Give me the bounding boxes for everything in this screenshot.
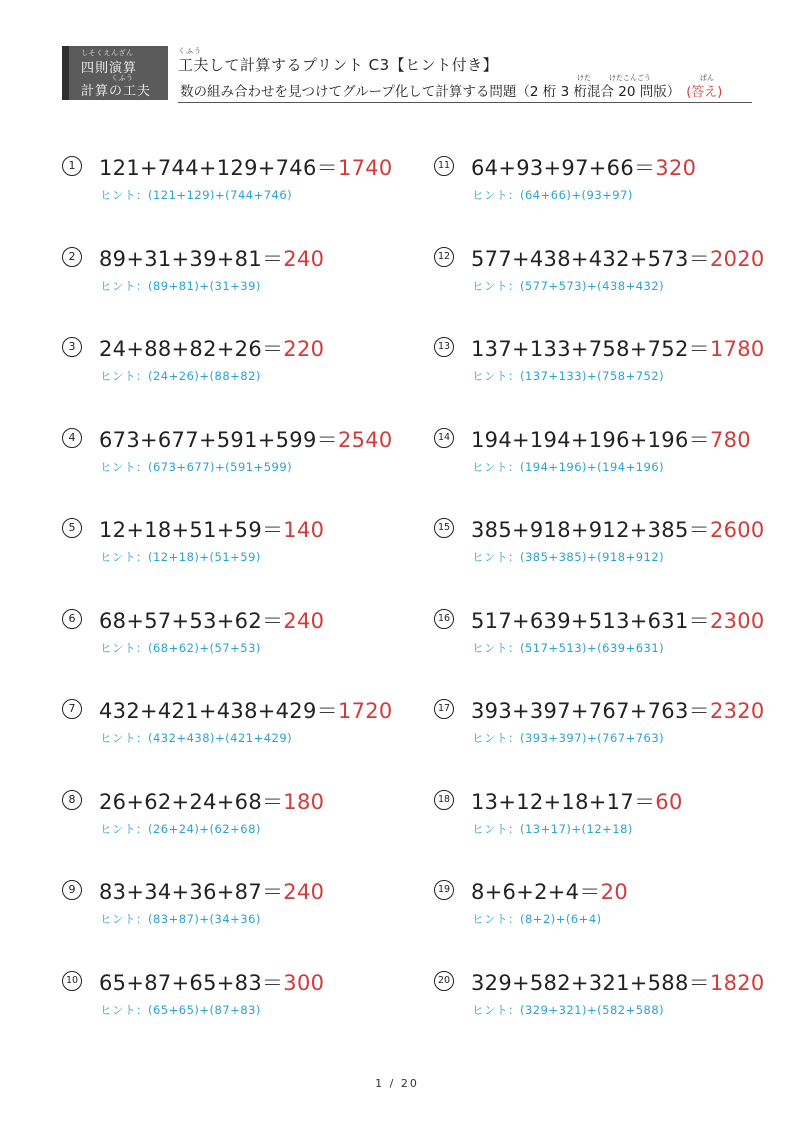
badge-ruby-top: しそくえんざん <box>81 49 134 57</box>
problem-expression <box>471 424 751 454</box>
problem-expression <box>99 605 324 635</box>
problem-expression <box>99 786 324 816</box>
problem-number: 19 <box>434 880 454 900</box>
hint-text: ヒント：(26+24)+(62+68) <box>100 821 261 836</box>
problem-number: 6 <box>62 609 82 629</box>
expression-text: 385+918+912+385 <box>471 518 689 542</box>
category-badge <box>62 46 168 100</box>
problem-column-left <box>62 150 402 1055</box>
equals-sign: ＝ <box>633 789 656 814</box>
equals-sign: ＝ <box>688 337 710 361</box>
problem-number: 14 <box>434 428 454 448</box>
equals-sign: ＝ <box>688 699 710 723</box>
problem-item <box>62 150 402 241</box>
expression-text: 673+677+591+599 <box>99 427 317 452</box>
problem-expression <box>471 243 765 273</box>
problem-item <box>434 784 774 875</box>
hint-text: ヒント：(89+81)+(31+39) <box>100 278 261 293</box>
expression-text: 432+421+438+429 <box>99 699 317 723</box>
answer-value: 1780 <box>709 337 765 361</box>
problem-item <box>62 331 402 422</box>
problem-item <box>62 874 402 965</box>
equals-sign: ＝ <box>261 518 284 542</box>
problem-item <box>434 331 774 422</box>
expression-text: 65+87+65+83 <box>99 970 262 995</box>
problem-expression <box>471 514 765 544</box>
answer-value: 2540 <box>337 427 393 452</box>
expression-text: 89+31+39+81 <box>99 246 262 271</box>
answer-value: 1740 <box>337 156 393 180</box>
problem-expression <box>99 424 393 454</box>
problem-expression <box>99 152 393 182</box>
expression-text: 64+93+97+66 <box>471 156 634 180</box>
equals-sign: ＝ <box>633 156 656 180</box>
problem-item <box>62 603 402 694</box>
problem-expression <box>99 514 324 544</box>
equals-sign: ＝ <box>316 156 338 180</box>
answer-value: 240 <box>283 246 325 271</box>
problem-number: 13 <box>434 337 454 357</box>
answer-value: 140 <box>283 518 325 542</box>
problem-item <box>434 603 774 694</box>
hint-text: ヒント：(673+677)+(591+599) <box>100 459 293 474</box>
answer-value: 320 <box>655 156 697 180</box>
problem-expression <box>471 333 765 363</box>
hint-text: ヒント：(393+397)+(767+763) <box>472 731 665 745</box>
problem-expression <box>471 967 765 997</box>
expression-text: 8+6+2+4 <box>471 880 580 904</box>
problem-item <box>62 422 402 513</box>
problem-item <box>62 241 402 332</box>
problem-expression <box>99 967 324 997</box>
problem-item <box>434 241 774 332</box>
equals-sign: ＝ <box>688 608 710 633</box>
answer-value: 2020 <box>709 246 765 271</box>
hint-text: ヒント：(121+129)+(744+746) <box>100 188 293 202</box>
answer-value: 60 <box>655 789 683 814</box>
title-ruby: くふう <box>178 47 202 55</box>
problem-number: 1 <box>62 156 82 176</box>
problem-number: 8 <box>62 790 82 810</box>
expression-text: 329+582+321+588 <box>471 970 689 995</box>
expression-text: 517+639+513+631 <box>471 608 689 633</box>
expression-text: 12+18+51+59 <box>99 518 262 542</box>
answer-value: 220 <box>283 337 325 361</box>
hint-text: ヒント：(577+573)+(438+432) <box>472 278 665 293</box>
subtitle-ruby-3: ばん <box>700 74 714 82</box>
problem-expression <box>99 876 324 906</box>
page-title: 工夫して計算するプリント C3【ヒント付き】 <box>178 56 499 74</box>
problem-number: 15 <box>434 518 454 538</box>
hint-text: ヒント：(194+196)+(194+196) <box>472 459 665 474</box>
problem-expression <box>471 695 765 725</box>
title-block <box>178 46 752 102</box>
hint-text: ヒント：(64+66)+(93+97) <box>472 188 633 202</box>
badge-line-1: 四則演算 <box>81 61 138 76</box>
equals-sign: ＝ <box>261 337 284 361</box>
hint-text: ヒント：(385+385)+(918+912) <box>472 550 665 564</box>
answer-value: 1720 <box>337 699 393 723</box>
problem-item <box>434 965 774 1056</box>
expression-text: 83+34+36+87 <box>99 880 262 904</box>
answer-value: 240 <box>283 608 325 633</box>
badge-line-2: 計算の工夫 <box>81 84 152 99</box>
subtitle-ruby-1: けた <box>577 74 591 82</box>
header-rule <box>178 102 752 103</box>
hint-text: ヒント：(12+18)+(51+59) <box>100 550 261 564</box>
problem-number: 11 <box>434 156 454 176</box>
subtitle-ruby-2: けたこんごう <box>609 74 651 82</box>
hint-text: ヒント：(68+62)+(57+53) <box>100 640 261 655</box>
expression-text: 24+88+82+26 <box>99 337 262 361</box>
expression-text: 121+744+129+746 <box>99 156 317 180</box>
equals-sign: ＝ <box>261 880 284 904</box>
hint-text: ヒント：(24+26)+(88+82) <box>100 369 261 383</box>
problem-column-right <box>434 150 774 1055</box>
problem-item <box>434 874 774 965</box>
equals-sign: ＝ <box>316 699 338 723</box>
equals-sign: ＝ <box>261 970 284 995</box>
expression-text: 137+133+758+752 <box>471 337 689 361</box>
problem-number: 10 <box>62 971 82 991</box>
answer-value: 20 <box>600 880 628 904</box>
hint-text: ヒント：(13+17)+(12+18) <box>472 821 633 836</box>
equals-sign: ＝ <box>261 789 284 814</box>
answer-value: 240 <box>283 880 325 904</box>
hint-text: ヒント：(432+438)+(421+429) <box>100 731 293 745</box>
subtitle-text: 数の組み合わせを見つけてグループ化して計算する問題（2 桁 3 桁混合 20 問版） <box>180 84 681 100</box>
expression-text: 26+62+24+68 <box>99 789 262 814</box>
answer-value: 180 <box>283 789 325 814</box>
answer-tag: (答え) <box>686 85 723 100</box>
problem-expression <box>99 695 393 725</box>
page-header <box>62 46 752 102</box>
page-number: 1 / 20 <box>375 1077 419 1090</box>
problem-number: 4 <box>62 428 82 448</box>
problem-expression <box>471 152 696 182</box>
problem-number: 20 <box>434 971 454 991</box>
problem-number: 3 <box>62 337 82 357</box>
equals-sign: ＝ <box>688 518 710 542</box>
hint-text: ヒント：(65+65)+(87+83) <box>100 1002 261 1017</box>
expression-text: 393+397+767+763 <box>471 699 689 723</box>
badge-ruby-bottom: くふう <box>111 74 134 82</box>
equals-sign: ＝ <box>316 427 338 452</box>
equals-sign: ＝ <box>579 880 601 904</box>
answer-value: 2600 <box>709 518 765 542</box>
equals-sign: ＝ <box>261 608 284 633</box>
equals-sign: ＝ <box>688 246 710 271</box>
expression-text: 194+194+196+196 <box>471 427 689 452</box>
expression-text: 13+12+18+17 <box>471 789 634 814</box>
problem-expression <box>471 786 683 816</box>
problem-number: 7 <box>62 699 82 719</box>
problem-number: 16 <box>434 609 454 629</box>
equals-sign: ＝ <box>261 246 284 271</box>
equals-sign: ＝ <box>688 427 710 452</box>
problem-item <box>62 965 402 1056</box>
problem-item <box>62 784 402 875</box>
hint-text: ヒント：(329+321)+(582+588) <box>472 1002 665 1017</box>
problem-item <box>434 512 774 603</box>
problem-item <box>62 693 402 784</box>
problem-number: 9 <box>62 880 82 900</box>
problem-item <box>434 422 774 513</box>
problem-expression <box>99 333 324 363</box>
answer-value: 2320 <box>709 699 765 723</box>
expression-text: 577+438+432+573 <box>471 246 689 271</box>
answer-value: 1820 <box>709 970 765 995</box>
hint-text: ヒント：(8+2)+(6+4) <box>472 912 602 926</box>
expression-text: 68+57+53+62 <box>99 608 262 633</box>
equals-sign: ＝ <box>688 970 710 995</box>
answer-value: 300 <box>283 970 325 995</box>
answer-value: 780 <box>709 427 751 452</box>
problem-number: 2 <box>62 247 82 267</box>
problem-number: 18 <box>434 790 454 810</box>
page-subtitle <box>180 80 722 100</box>
problem-item <box>434 150 774 241</box>
problem-expression <box>471 876 628 906</box>
problem-expression <box>99 243 324 273</box>
problem-expression <box>471 605 765 635</box>
problem-item <box>62 512 402 603</box>
problem-item <box>434 693 774 784</box>
hint-text: ヒント：(517+513)+(639+631) <box>472 640 665 655</box>
answer-value: 2300 <box>709 608 765 633</box>
hint-text: ヒント：(83+87)+(34+36) <box>100 912 261 926</box>
problem-number: 5 <box>62 518 82 538</box>
problem-number: 12 <box>434 247 454 267</box>
problem-number: 17 <box>434 699 454 719</box>
hint-text: ヒント：(137+133)+(758+752) <box>472 369 665 383</box>
